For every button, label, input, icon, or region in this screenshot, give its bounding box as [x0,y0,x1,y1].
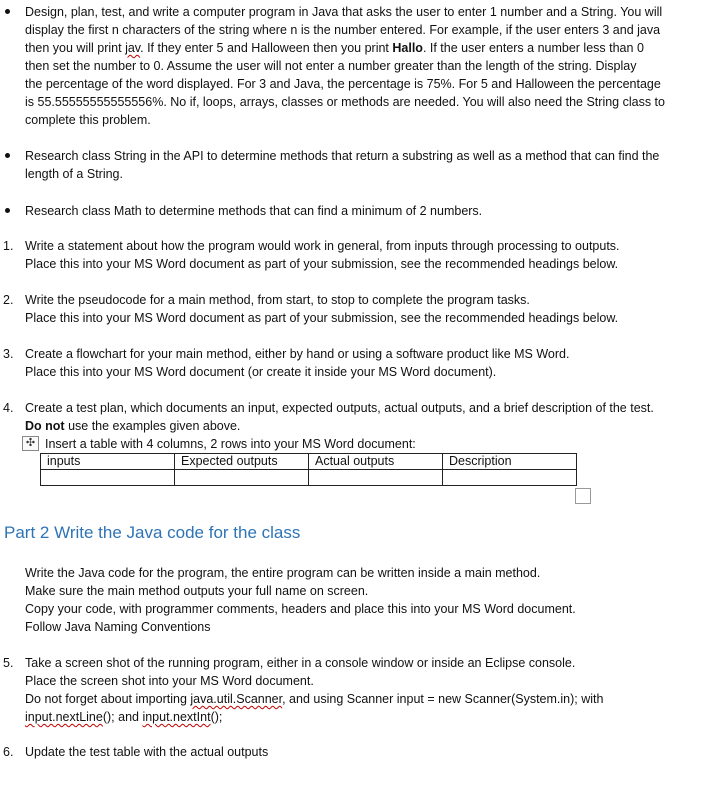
part2-heading: Part 2 Write the Java code for the class [4,523,301,542]
text-line: Place the screen shot into your MS Word document. [25,674,314,688]
text-line: Follow Java Naming Conventions [25,620,211,634]
text-line: Research class Math to determine methods that can find a minimum of 2 numbers. [25,204,483,218]
table-cell[interactable] [41,470,175,486]
table-move-handle-icon[interactable]: ✣ [22,436,39,451]
part2-body [25,564,685,636]
bullet-marker [5,9,10,14]
text-line: Take a screen shot of the running program, either in a console window or inside an Eclipse console. [25,656,576,670]
text-line: Research class String in the API to determine methods that return a substring as well as a method that can find the [25,149,660,163]
bold-phrase: Do not [25,419,65,433]
text-line: Place this into your MS Word document as part of your submission, see the recommended headings below. [25,311,619,325]
text-line: Write the pseudocode for a main method, from start, to stop to complete the program tasks. [25,293,530,307]
text-line: Make sure the main method outputs your full name on screen. [25,584,369,598]
list-number: 5. [3,656,14,670]
text-line: Create a flowchart for your main method, either by hand or using a software product like MS Word. [25,347,570,361]
bold-word: Hallo [392,41,423,55]
bullet-research-math [25,202,685,220]
misspelled-word: input.nextInt [142,710,211,724]
bullet-marker [5,153,10,158]
bullet-research-string [25,147,685,183]
text-line: Design, plan, test, and write a computer program in Java that asks the user to enter 1 number and a String. You will [25,5,663,19]
text-line: Do not forget about importing java.util.Scanner, and using Scanner input = new Scanner(System.in); with [25,692,604,706]
numbered-item-2 [3,291,685,327]
list-number: 4. [3,401,14,415]
bullet-marker [5,208,10,213]
text-line: then set the number to 0. Assume the user will not enter a number greater than the length of the string. Display [25,59,637,73]
text-line: Copy your code, with programmer comments, headers and place this into your MS Word document. [25,602,576,616]
numbered-item-3 [3,345,685,381]
table-header-cell[interactable]: Expected outputs [175,454,309,470]
numbered-item-5 [3,654,685,726]
test-plan-table[interactable] [40,453,577,486]
table-cell[interactable] [443,470,577,486]
numbered-item-4 [3,399,685,453]
table-header-cell[interactable]: inputs [41,454,175,470]
list-number: 1. [3,239,14,253]
numbered-item-1 [3,237,685,273]
text-line: Write the Java code for the program, the entire program can be written inside a main method. [25,566,541,580]
numbered-item-6 [3,743,685,761]
text-line: complete this problem. [25,113,151,127]
list-number: 6. [3,745,14,759]
misspelled-word: input.nextLine [25,710,103,724]
table-cell[interactable] [309,470,443,486]
text-line: Update the test table with the actual outputs [25,745,269,759]
text-line: input.nextLine(); and input.nextInt(); [25,710,223,724]
text-line: Do not use the examples given above. [25,419,241,433]
table-row [41,470,577,486]
table-header-row [41,454,577,470]
misspelled-word: java.util.Scanner [190,692,283,706]
misspelled-word: jav [125,41,141,55]
list-number: 3. [3,347,14,361]
text-line: Place this into your MS Word document as part of your submission, see the recommended headings below. [25,257,619,271]
text-line: length of a String. [25,167,123,181]
text-line: is 55.55555555555556%. No if, loops, arrays, classes or methods are needed. You will also need the String class to [25,95,665,109]
bullet-design-plan [25,3,685,129]
table-cell[interactable] [175,470,309,486]
text-line: display the first n characters of the string where n is the number entered. For example, if the user enters 3 and java [25,23,661,37]
text-line: Place this into your MS Word document (or create it inside your MS Word document). [25,365,497,379]
table-resize-handle-icon[interactable] [575,488,591,504]
text-line: the percentage of the word displayed. For 3 and Java, the percentage is 75%. For 5 and Halloween the percentage [25,77,661,91]
text-line: Create a test plan, which documents an input, expected outputs, actual outputs, and a brief description of the test. [25,401,654,415]
list-number: 2. [3,293,14,307]
table-header-cell[interactable]: Description [443,454,577,470]
text-line: Write a statement about how the program would work in general, from inputs through processing to outputs. [25,239,620,253]
text-line: then you will print jav. If they enter 5 and Halloween then you print Hallo. If the user enters a number less than 0 [25,41,644,55]
table-header-cell[interactable]: Actual outputs [309,454,443,470]
text-line: Insert a table with 4 columns, 2 rows into your MS Word document: [45,437,416,451]
